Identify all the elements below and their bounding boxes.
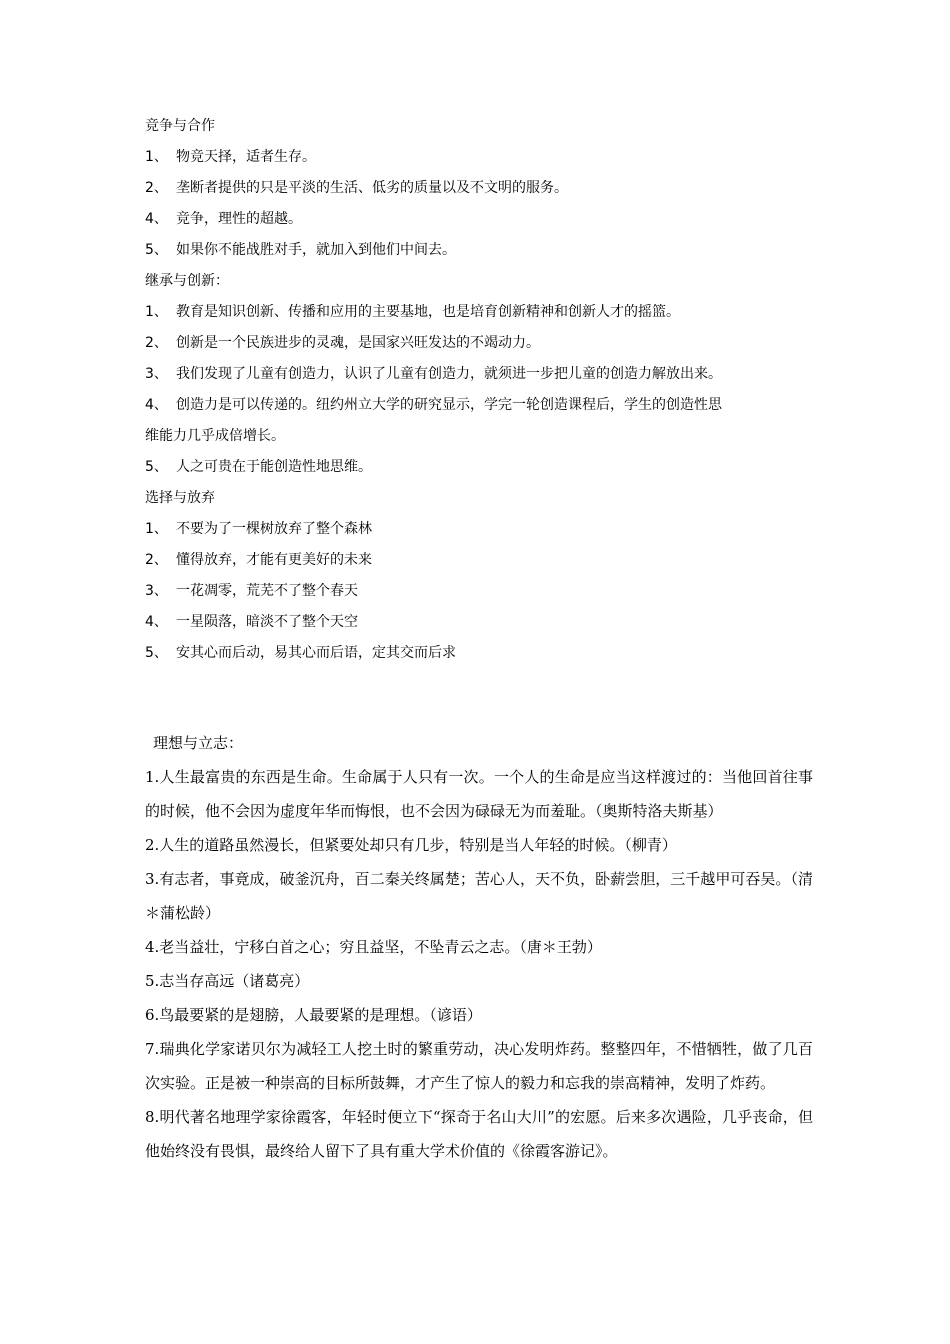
item-number: 5、 [145, 645, 168, 661]
item-number: 2、 [145, 180, 168, 196]
item-text: 懂得放弃，才能有更美好的未来 [176, 552, 372, 568]
list-item [145, 454, 825, 485]
list-item [145, 578, 825, 609]
section-title-competition: 竞争与合作 [145, 118, 215, 134]
item-text: 安其心而后动，易其心而后语，定其交而后求 [176, 645, 456, 661]
list-item [145, 640, 825, 671]
item-text: 人之可贵在于能创造性地思维。 [176, 459, 372, 475]
item-number: 2、 [145, 335, 168, 351]
list-item [145, 206, 825, 237]
item-number: 4、 [145, 397, 168, 413]
paragraph: 6.鸟最要紧的是翅膀，人最要紧的是理想。（谚语） [145, 1006, 482, 1024]
list-item [145, 144, 825, 175]
list-item [145, 547, 825, 578]
item-text: 不要为了一棵树放弃了整个森林 [176, 521, 372, 537]
item-number: 5、 [145, 459, 168, 475]
section-title-inheritance: 继承与创新： [145, 273, 229, 289]
list-item [145, 392, 825, 423]
item-number: 4、 [145, 614, 168, 630]
item-number: 4、 [145, 211, 168, 227]
item-text: 竞争，理性的超越。 [176, 211, 302, 227]
item-number: 5、 [145, 242, 168, 258]
list-item [145, 361, 825, 392]
item-text: 创新是一个民族进步的灵魂，是国家兴旺发达的不竭动力。 [176, 335, 540, 351]
list-item [145, 299, 825, 330]
paragraph: 5.志当存高远（诸葛亮） [145, 972, 310, 990]
list-item [145, 609, 825, 640]
item-text: 一花凋零，荒芜不了整个春天 [176, 583, 358, 599]
quotes-section-sans [145, 113, 825, 671]
item-number: 1、 [145, 521, 168, 537]
item-text: 教育是知识创新、传播和应用的主要基地，也是培育创新精神和创新人才的摇篮。 [176, 304, 680, 320]
paragraph: 4.老当益壮，宁移白首之心；穷且益坚，不坠青云之志。（唐＊王勃） [145, 938, 602, 956]
item-text: 如果你不能战胜对手，就加入到他们中间去。 [176, 242, 456, 258]
item-text: 我们发现了儿童有创造力，认识了儿童有创造力，就须进一步把儿童的创造力解放出来。 [176, 366, 722, 382]
list-item [145, 175, 825, 206]
section-title-ideals: 理想与立志： [153, 734, 244, 752]
item-text: 垄断者提供的只是平淡的生活、低劣的质量以及不文明的服务。 [176, 180, 568, 196]
item-number: 2、 [145, 552, 168, 568]
list-item [145, 516, 825, 547]
item-text: 物竞天择，适者生存。 [176, 149, 316, 165]
item-number: 1、 [145, 304, 168, 320]
item-number: 1、 [145, 149, 168, 165]
section-title-choice: 选择与放弃 [145, 490, 215, 506]
paragraph: 1.人生最富贵的东西是生命。生命属于人只有一次。一个人的生命是应当这样渡过的：当他回首往事的时候，他不会因为虚度年华而悔恨，也不会因为碌碌无为而羞耻。（奥斯特洛夫斯基） [145, 768, 813, 820]
paragraph: 3.有志者，事竟成，破釜沉舟，百二秦关终属楚；苦心人，天不负，卧薪尝胆，三千越甲可吞吴。（清＊蒲松龄） [145, 870, 813, 922]
paragraph: 7.瑞典化学家诺贝尔为减轻工人挖土时的繁重劳动，决心发明炸药。整整四年，不惜牺牲，做了几百次实验。正是被一种崇高的目标所鼓舞，才产生了惊人的毅力和忘我的崇高精神，发明了炸药。 [145, 1040, 813, 1092]
item-text-continuation: 维能力几乎成倍增长。 [145, 428, 285, 444]
paragraph: 2.人生的道路虽然漫长，但紧要处却只有几步，特别是当人年轻的时候。（柳青） [145, 836, 677, 854]
list-item [145, 237, 825, 268]
item-text: 创造力是可以传递的。纽约州立大学的研究显示，学完一轮创造课程后，学生的创造性思 [176, 397, 722, 413]
item-text: 一星陨落，暗淡不了整个天空 [176, 614, 358, 630]
quotes-section-serif [145, 727, 813, 1168]
paragraph: 8.明代著名地理学家徐霞客，年轻时便立下“探奇于名山大川”的宏愿。后来多次遇险，几乎丧命，但他始终没有畏惧，最终给人留下了具有重大学术价值的《徐霞客游记》。 [145, 1108, 813, 1160]
list-item [145, 330, 825, 361]
item-number: 3、 [145, 583, 168, 599]
item-number: 3、 [145, 366, 168, 382]
